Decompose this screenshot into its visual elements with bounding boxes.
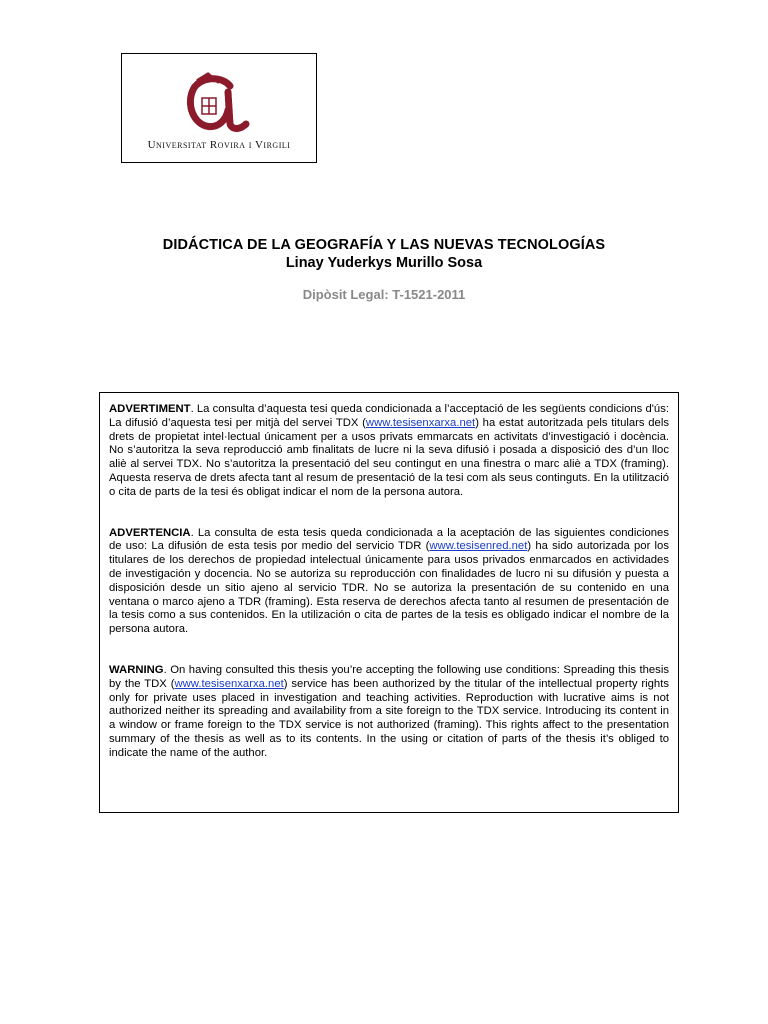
thesis-author: Linay Yuderkys Murillo Sosa: [285, 255, 483, 271]
legal-deposit: Dipòsit Legal: T-1521-2011: [302, 287, 466, 302]
tdx-link[interactable]: www.tesisenxarxa.net: [174, 677, 284, 690]
notice-text: ) ha sido autorizada por los titulares de los derechos de propiedad intelectual únicamente para usos privados enmarcados en actividades de investigación y docencia. No se autoriza su reproducción con finalidades de lucro ni su difusión y puesta a disposición desde un sitio ajeno al servicio TDR. No se autoriza la presentación de su contenido en una ventana o marco ajeno a TDR (framing). Esta reserva de derechos afecta tanto al resumen de presentación de la tesis como a sus contenidos. En la utilización o cita de partes de la tesis es obligado indicar el nombre de la persona autora.: [109, 540, 669, 636]
tdx-link[interactable]: www.tesisenxarxa.net: [365, 416, 476, 429]
notice-text: ) service has been authorized by the titular of the intellectual property rights only for private uses placed in investigation and teaching activities. Reproduction with lucrative aims is not authorized neither its spreading and availability from a site foreign to the TDX service. Introducing its content in a window or frame foreign to the TDX service is not authorized (framing). This rights affect to the presentation summary of the thesis as well as to its contents. In the using or citation of parts of the thesis it’s obliged to indicate the name of the author.: [109, 677, 670, 759]
thesis-title: DIDÁCTICA DE LA GEOGRAFÍA Y LAS NUEVAS TECNOLOGÍAS: [162, 237, 606, 253]
tdr-link[interactable]: www.tesisenred.net: [429, 540, 528, 553]
usage-notice-box: [99, 392, 679, 813]
notice-english: [109, 664, 669, 761]
university-emblem-icon: [184, 72, 256, 138]
notice-text: . La consulta d’aquesta tesi queda condicionada a l’acceptació de les següents condicions d'ús: La difusió d’aquesta tesi per mitjà del servei TDX (: [109, 403, 669, 429]
university-name: Universitat Rovira i Virgili: [147, 139, 291, 151]
notice-heading: ADVERTIMENT: [109, 403, 191, 415]
notice-spanish: [109, 527, 669, 637]
university-logo: [121, 53, 317, 163]
notice-text: ) ha estat autoritzada pels titulars dels drets de propietat intel·lectual únicament per a usos privats emmarcats en activitats d’investigació i docència. No s’autoritza la seva reproducció amb finalitats de lucre ni la seva difusió i posada a disposició des d’un lloc aliè al servei TDX. No s’autoritza la presentació del seu contingut en una finestra o marc aliè a TDX (framing). Aquesta reserva de drets afecta tant al resum de presentació de la tesi com als seus continguts. En la utilització o cita de parts de la tesi és obligat indicar el nom de la persona autora.: [109, 416, 670, 498]
notice-catalan: [109, 403, 669, 500]
notice-text: . On having consulted this thesis you’re accepting the following use conditions: Spreading this thesis by the TDX (: [109, 663, 669, 690]
notice-text: . La consulta de esta tesis queda condicionada a la aceptación de las siguientes condiciones de uso: La difusión de esta tesis por medio del servicio TDR (: [109, 526, 669, 553]
notice-heading: WARNING: [109, 663, 164, 676]
notice-heading: ADVERTENCIA: [109, 526, 191, 539]
